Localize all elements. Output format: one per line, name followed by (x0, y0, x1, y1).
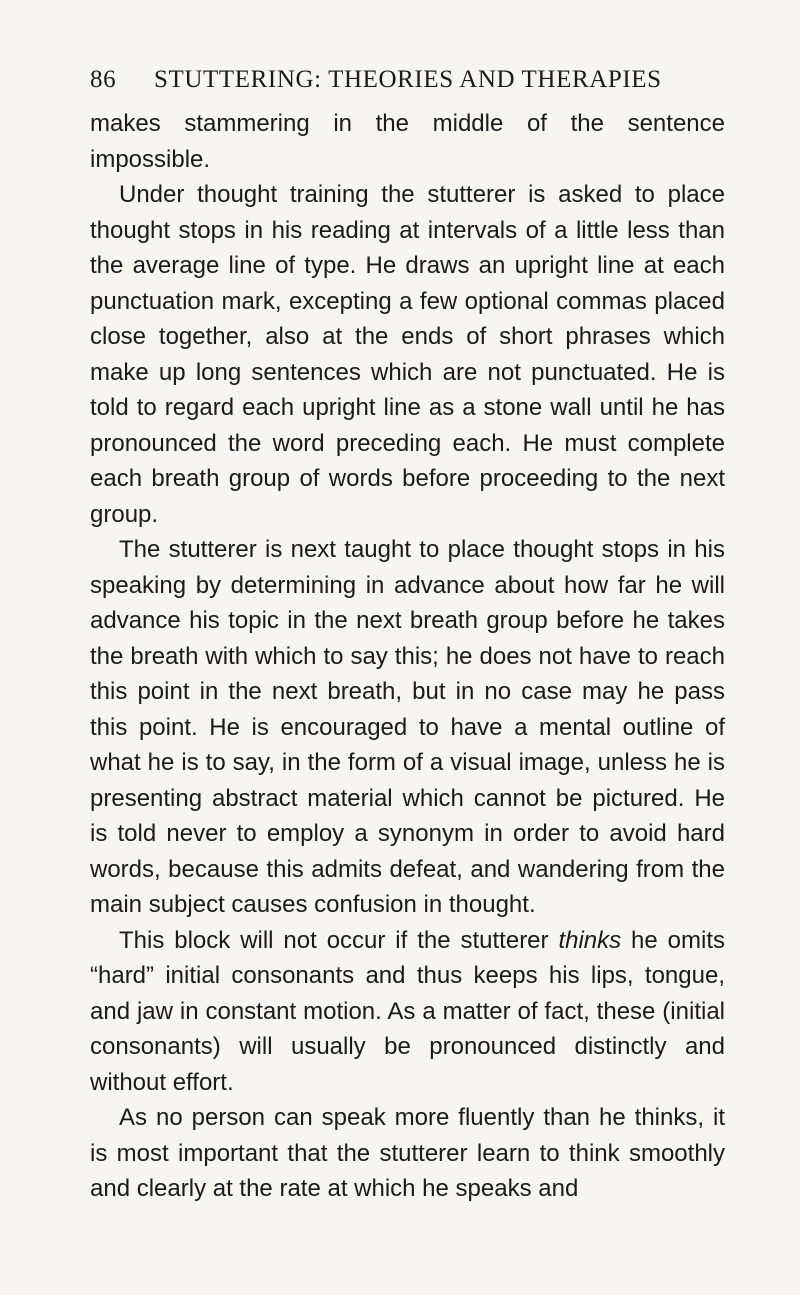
emphasized-word: thinks (558, 926, 622, 954)
paragraph-block (90, 923, 725, 1101)
running-title: STUTTERING: THEORIES AND THERAPIES (154, 66, 662, 93)
paragraph-block-text-end: he omits “hard” initial consonants and thus keeps his lips, tongue, and jaw in constant motion. As a matter of fact, these (initial consonants) will usually be pronounced distinctly and without effort. (90, 926, 725, 1096)
paragraph-block-text-start: This block will not occur if the stutterer (119, 926, 559, 954)
paragraph-continuation: makes stammering in the middle of the sentence impossible. (90, 110, 725, 173)
page-number: 86 (90, 66, 117, 93)
book-page (90, 62, 725, 1207)
paragraph-fluency: As no person can speak more fluently than he thinks, it is most important that the stutterer learn to think smoothly and clearly at the rate at which he speaks and (90, 1104, 725, 1202)
running-header (90, 62, 725, 98)
paragraph-thought-stops-speaking: The stutterer is next taught to place thought stops in his speaking by determining in advance about how far he will advance his topic in the next breath group before he takes the breath with which to say this; he does not have to reach this point in the next breath, but in no case may he pass this point. He is encouraged to have a mental outline of what he is to say, in the form of a visual image, unless he is presenting abstract material which cannot be pictured. He is told never to employ a synonym in order to avoid hard words, because this admits defeat, and wandering from the main subject causes confusion in thought. (90, 536, 725, 918)
paragraph-thought-training: Under thought training the stutterer is asked to place thought stops in his reading at intervals of a little less than the average line of type. He draws an upright line at each punctuation mark, excepting a few optional commas placed close together, also at the ends of short phrases which make up long sentences which are not punctuated. He is told to regard each upright line as a stone wall until he has pronounced the word preceding each. He must complete each breath group of words before proceeding to the next group. (90, 181, 725, 528)
